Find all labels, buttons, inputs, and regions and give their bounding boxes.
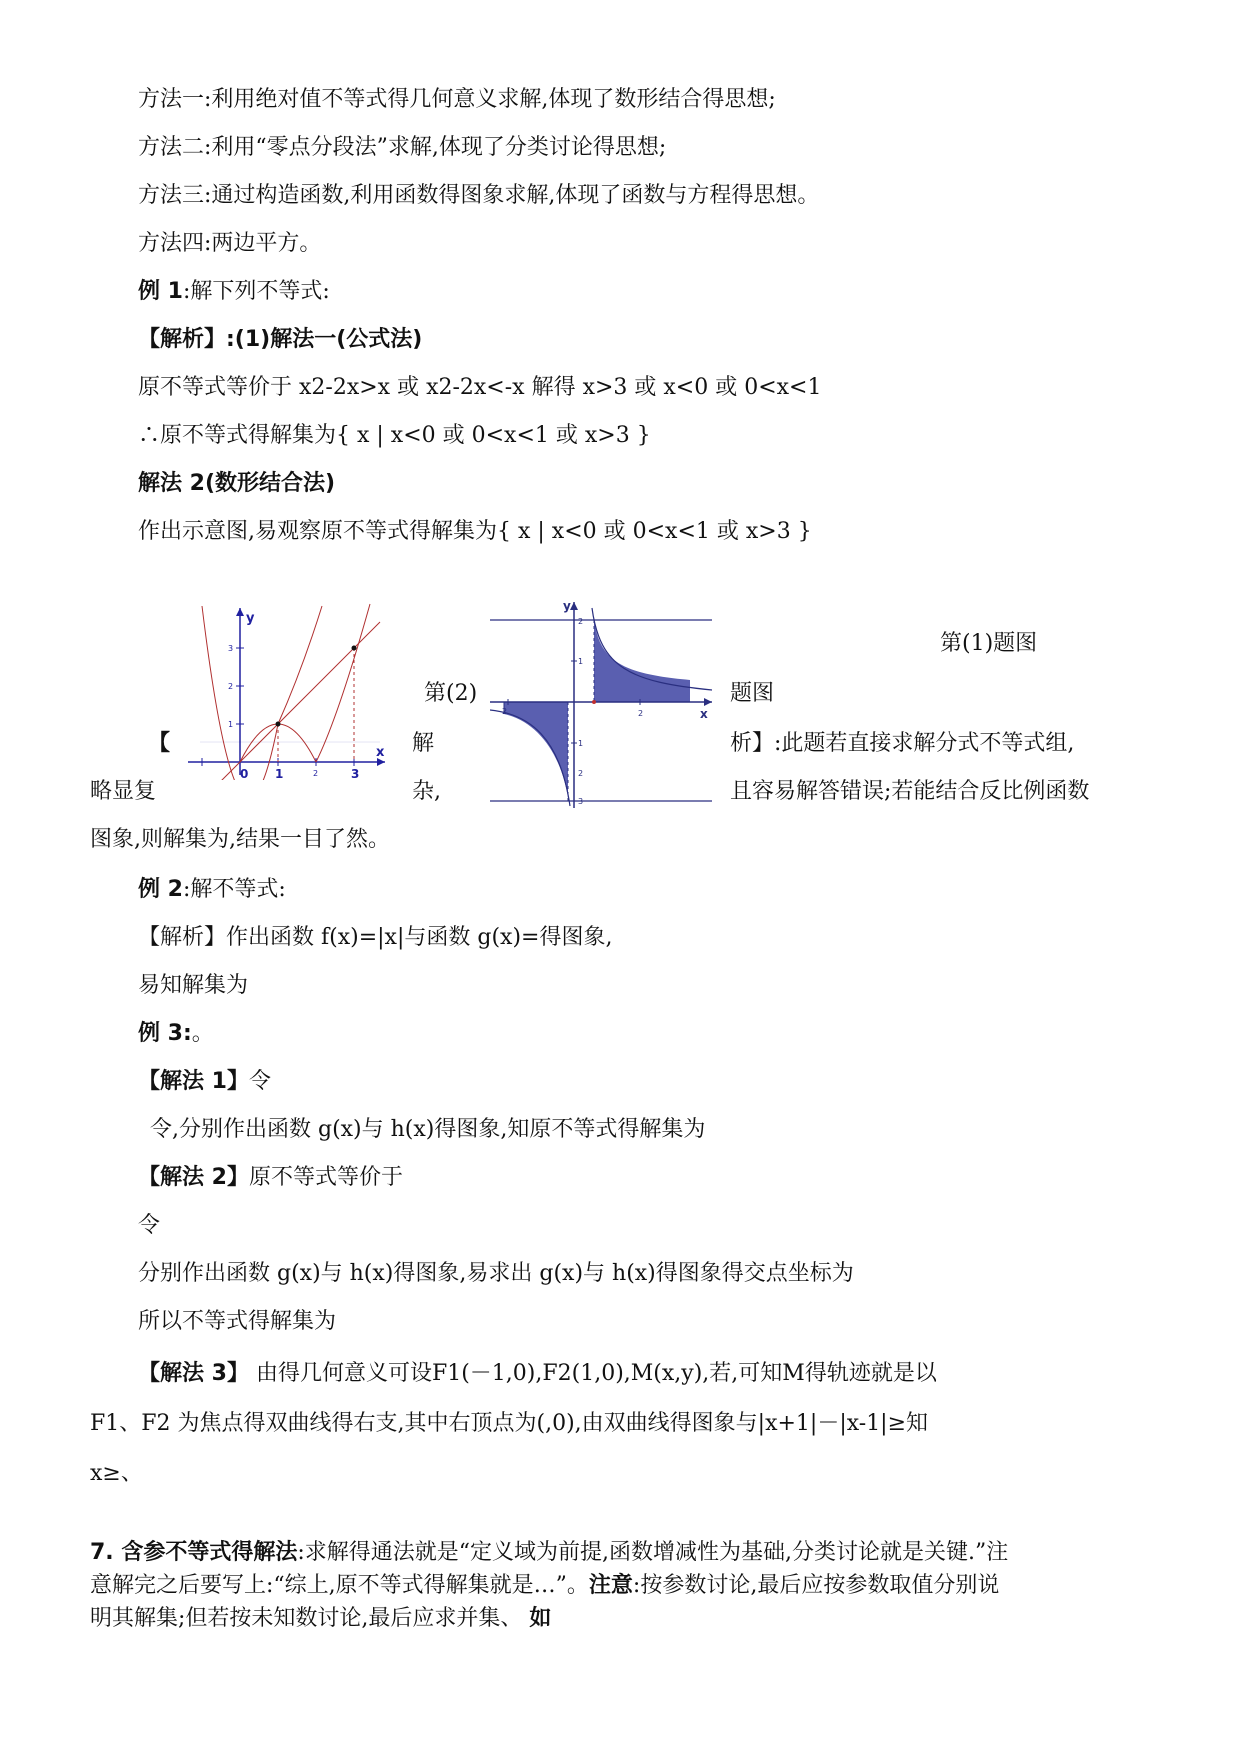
- section-7-example-label: 如: [529, 1606, 552, 1631]
- wrapped-line-3: 图象,则解集为,结果一目了然。: [90, 827, 390, 852]
- figure-2-x-tick-2: 2: [638, 709, 644, 718]
- section-7-text-1: :求解得通法就是“定义域为前提,函数增减性为基础,分类讨论就是关键.”注: [297, 1540, 1009, 1565]
- wrapped-line-2-part-1: 略显复: [90, 779, 157, 804]
- example-2-analysis: 【解析】作出函数 f(x)=|x|与函数 g(x)=得图象,: [138, 925, 613, 950]
- solution-1-label: 【解法 1】: [138, 1069, 249, 1094]
- wrapped-line-2-part-2: 杂,: [412, 779, 441, 804]
- figure-1-x-tick-3: 3: [351, 767, 360, 780]
- figure-1-y-label: y: [246, 611, 255, 626]
- figure-1-origin: 0: [240, 767, 249, 780]
- solution-2-label: 【解法 2】: [138, 1165, 249, 1190]
- wrapped-line-2-part-3: 且容易解答错误;若能结合反比例函数: [730, 779, 1090, 804]
- example-2-label: 例 2: [138, 877, 183, 902]
- figure-2-y-tick-neg2: 2: [578, 769, 584, 778]
- figure-1-x-label: x: [376, 745, 385, 760]
- figure-2-caption-part-2: 题图: [730, 681, 775, 706]
- solution-1-text: 令: [248, 1069, 271, 1094]
- solution-2-result: 所以不等式得解集为: [138, 1309, 337, 1334]
- figure-2-x-label: x: [700, 707, 708, 721]
- analysis-wrapped-line-1: 析】:此题若直接求解分式不等式组,: [730, 731, 1075, 756]
- section-7-line-2: [90, 1569, 999, 1602]
- figure-1-x-tick-2: 2: [313, 769, 319, 778]
- figure-2-y-tick-neg3: 3: [578, 797, 584, 806]
- method-1: 方法一:利用绝对值不等式得几何意义求解,体现了数形结合得思想;: [138, 87, 776, 112]
- solution-3-text: 由得几何意义可设F1(－1,0),F2(1,0),M(x,y),若,可知M得轨迹就是以: [248, 1361, 937, 1386]
- figure-2-y-tick-neg1: 1: [578, 739, 584, 748]
- solution-1-line: 令,分别作出函数 g(x)与 h(x)得图象,知原不等式得解集为: [150, 1117, 706, 1142]
- analysis-1-heading: 【解析】:(1)解法一(公式法): [138, 327, 423, 352]
- solution-3-label: 【解法 3】: [138, 1361, 249, 1386]
- example-1-label: 例 1: [138, 279, 183, 304]
- method-2-heading: 解法 2(数形结合法): [138, 471, 336, 496]
- figure-1-y-tick-1: 1: [228, 720, 234, 729]
- solution-2: [138, 1164, 403, 1192]
- line-y-equals-x: [220, 622, 380, 780]
- section-7-text-4: 明其解集;但若按未知数讨论,最后应求并集、: [90, 1606, 530, 1631]
- section-7-text-3: :按参数讨论,最后应按参数取值分别说: [632, 1573, 1000, 1598]
- example-1: [138, 278, 330, 306]
- figure-2-graph: [490, 598, 715, 808]
- example-2-text: :解不等式:: [182, 877, 286, 902]
- figure-1-x-tick-1: 1: [275, 767, 284, 780]
- solution-1: [138, 1068, 271, 1096]
- example-3-text: 。: [191, 1021, 214, 1046]
- figure-2-y-label: y: [563, 599, 571, 613]
- diagram-observation: 作出示意图,易观察原不等式得解集为{ x | x<0 或 0<x<1 或 x>3 }: [138, 519, 812, 544]
- solution-2-let: 令: [138, 1213, 161, 1238]
- figure-1-caption: 第(1)题图: [940, 631, 1038, 656]
- figure-2-x-tick-neg2: 2: [502, 707, 508, 716]
- section-7-line-3: [90, 1602, 551, 1635]
- example-2: [138, 876, 286, 904]
- example-2-solution: 易知解集为: [138, 973, 249, 998]
- solution-3: [138, 1360, 937, 1388]
- example-1-text: :解下列不等式:: [182, 279, 330, 304]
- figure-1-y-tick-3: 3: [228, 644, 234, 653]
- analysis-bracket-open: 【: [148, 731, 171, 756]
- figure-2-y-tick-2: 2: [578, 617, 584, 626]
- method-3: 方法三:通过构造函数,利用函数得图象求解,体现了函数与方程得思想。: [138, 183, 820, 208]
- solution-2-text: 原不等式等价于: [248, 1165, 403, 1190]
- shaded-region-left: [504, 702, 568, 798]
- example-3: [138, 1020, 214, 1048]
- section-7-line-1: [90, 1536, 1008, 1569]
- solution-3-line-3: x≥、: [90, 1461, 143, 1486]
- figure-2-y-tick-1: 1: [578, 657, 584, 666]
- figure-1-y-tick-2: 2: [228, 682, 234, 691]
- method-2: 方法二:利用“零点分段法”求解,体现了分类讨论得思想;: [138, 135, 667, 160]
- section-7-note-label: 注意: [588, 1573, 633, 1598]
- analysis-word-part: 解: [412, 731, 435, 756]
- solution-2-line: 分别作出函数 g(x)与 h(x)得图象,易求出 g(x)与 h(x)得图象得交点坐标为: [138, 1261, 854, 1286]
- method-4: 方法四:两边平方。: [138, 231, 322, 256]
- section-7-text-2: 意解完之后要写上:“综上,原不等式得解集就是…”。: [90, 1573, 589, 1598]
- figure-2-caption-part-1: 第(2): [424, 681, 478, 706]
- analysis-1-line: 原不等式等价于 x2-2x>x 或 x2-2x<-x 解得 x>3 或 x<0 或 0<x<1: [138, 375, 822, 400]
- shaded-region-right: [594, 620, 690, 702]
- figure-1-graph: [180, 600, 395, 780]
- solution-3-line-2: F1、F2 为焦点得双曲线得右支,其中右顶点为(,0),由双曲线得图象与|x+1|－|x-1|≥知: [90, 1411, 929, 1436]
- solution-set-1: ∴原不等式得解集为{ x | x<0 或 0<x<1 或 x>3 }: [138, 423, 651, 448]
- section-7-title: 7. 含参不等式得解法: [90, 1540, 298, 1565]
- example-3-label: 例 3:: [138, 1021, 192, 1046]
